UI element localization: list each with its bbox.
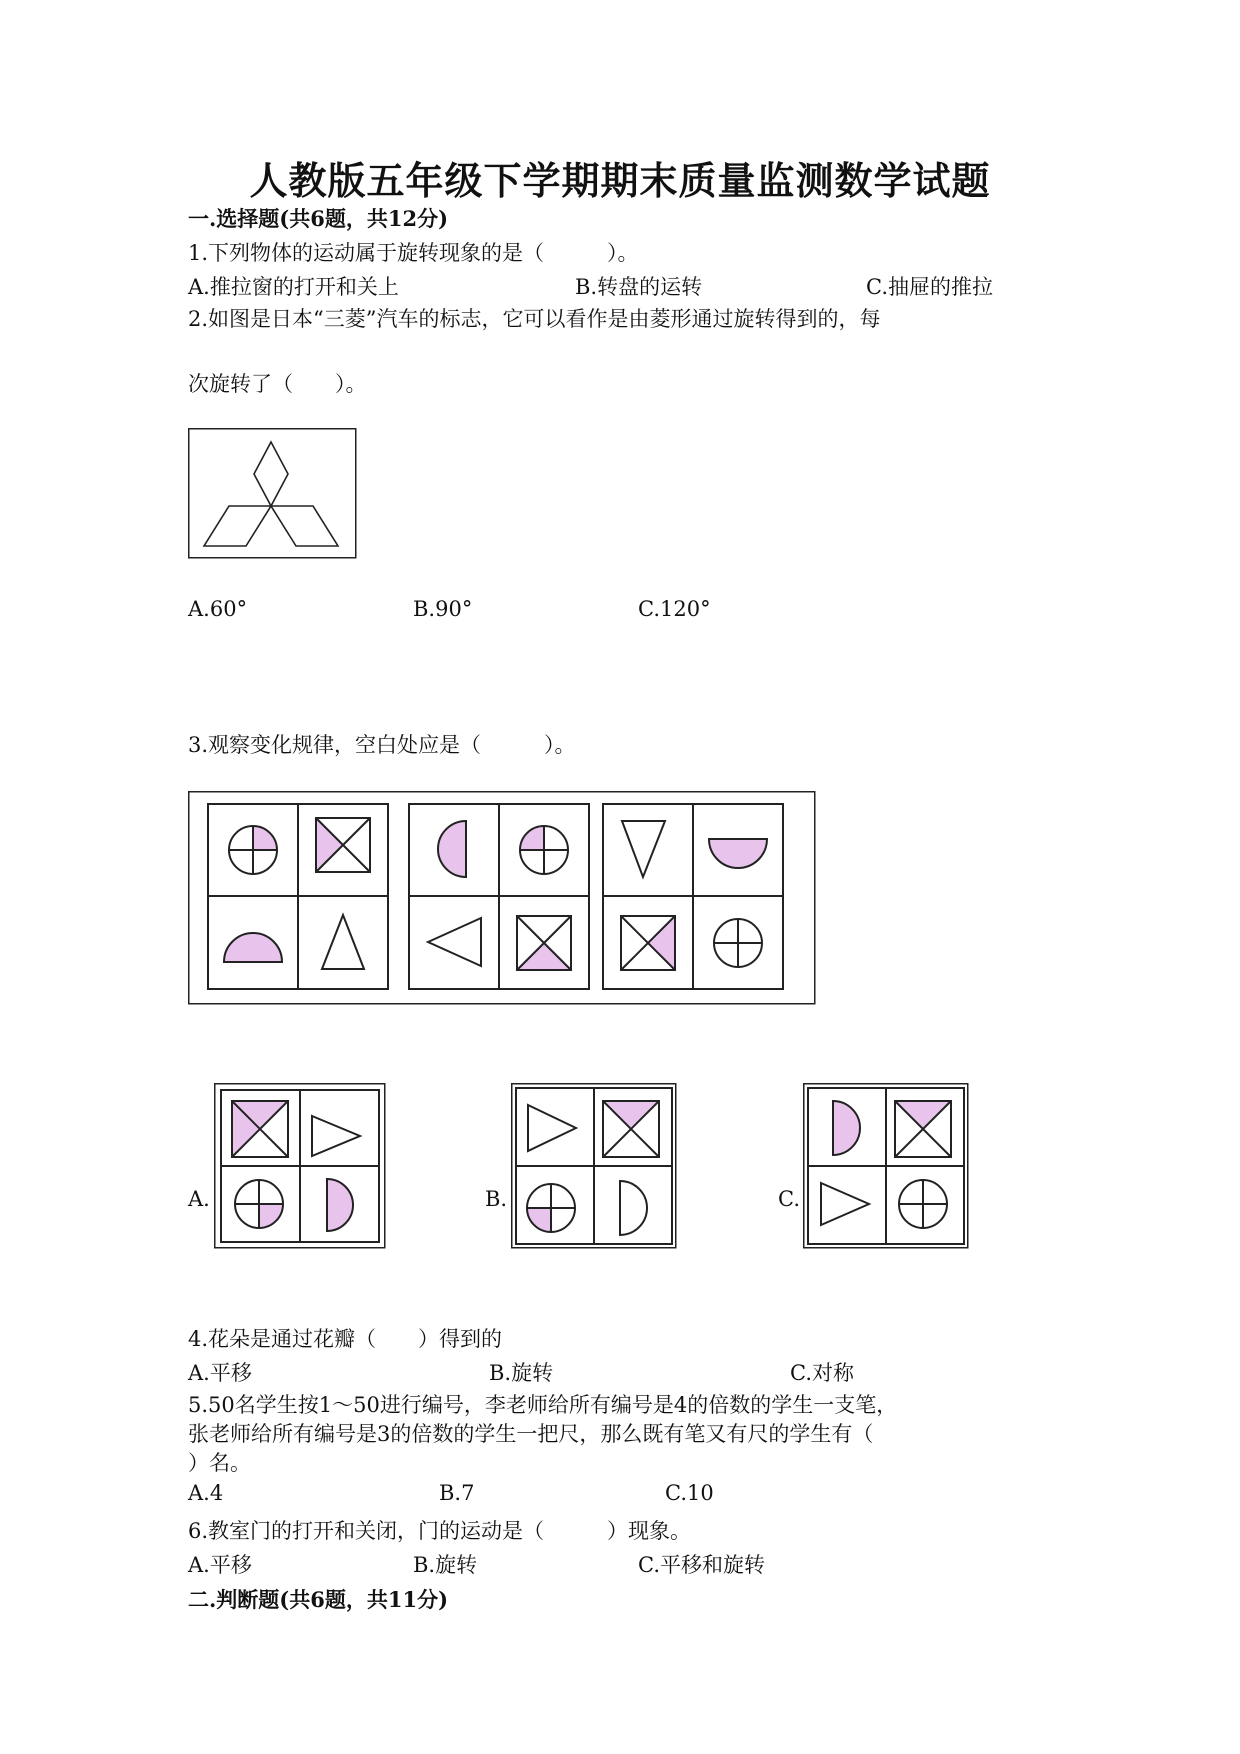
question-1-text: 1.下列物体的运动属于旋转现象的是（ ）。 (188, 241, 639, 265)
q6-option-b: B.旋转 (413, 1553, 478, 1577)
q6-option-a: A.平移 (188, 1553, 252, 1577)
pattern-sequence-figure (188, 791, 816, 1005)
page-title: 人教版五年级下学期期末质量监测数学试题 (249, 158, 991, 203)
q5-option-b: B.7 (439, 1481, 475, 1505)
q4-option-b: B.旋转 (489, 1361, 554, 1385)
q3-option-a-figure (214, 1083, 386, 1249)
q5-option-c: C.10 (665, 1481, 714, 1505)
q1-option-b: B.转盘的运转 (575, 275, 703, 299)
q4-option-c: C.对称 (790, 1361, 854, 1385)
q3-option-b: B. (485, 1187, 508, 1211)
section-heading-judgement: 二.判断题(共6题，共11分) (188, 1587, 449, 1612)
q3-option-c-figure (803, 1083, 969, 1249)
q1-option-a: A.推拉窗的打开和关上 (188, 275, 399, 299)
q3-option-b-figure (511, 1083, 677, 1249)
q4-option-a: A.平移 (188, 1361, 252, 1385)
question-2-text-line2: 次旋转了（ ）。 (188, 372, 367, 396)
q5-option-a: A.4 (188, 1481, 224, 1505)
q2-option-b: B.90° (413, 597, 473, 621)
q6-option-c: C.平移和旋转 (638, 1553, 765, 1577)
q2-option-a: A.60° (188, 597, 248, 621)
mitsubishi-logo-figure (188, 428, 358, 560)
q2-option-c: C.120° (638, 597, 711, 621)
question-3-text: 3.观察变化规律，空白处应是（ ）。 (188, 733, 576, 757)
q3-option-a: A. (188, 1187, 210, 1211)
q3-option-c: C. (778, 1187, 800, 1211)
question-4-text: 4.花朵是通过花瓣（ ）得到的 (188, 1327, 503, 1351)
question-5-text-line3: ）名。 (188, 1451, 251, 1475)
question-5-text-line1: 5.50名学生按1～50进行编号，李老师给所有编号是4的倍数的学生一支笔， (188, 1393, 898, 1417)
section-heading-choice: 一.选择题(共6题，共12分) (188, 206, 449, 231)
q1-option-c: C.抽屉的推拉 (866, 275, 993, 299)
question-2-text-line1: 2.如图是日本“三菱”汽车的标志，它可以看作是由菱形通过旋转得到的，每 (188, 307, 881, 331)
question-6-text: 6.教室门的打开和关闭，门的运动是（ ）现象。 (188, 1519, 692, 1543)
question-5-text-line2: 张老师给所有编号是3的倍数的学生一把尺，那么既有笔又有尺的学生有（ (188, 1422, 874, 1446)
